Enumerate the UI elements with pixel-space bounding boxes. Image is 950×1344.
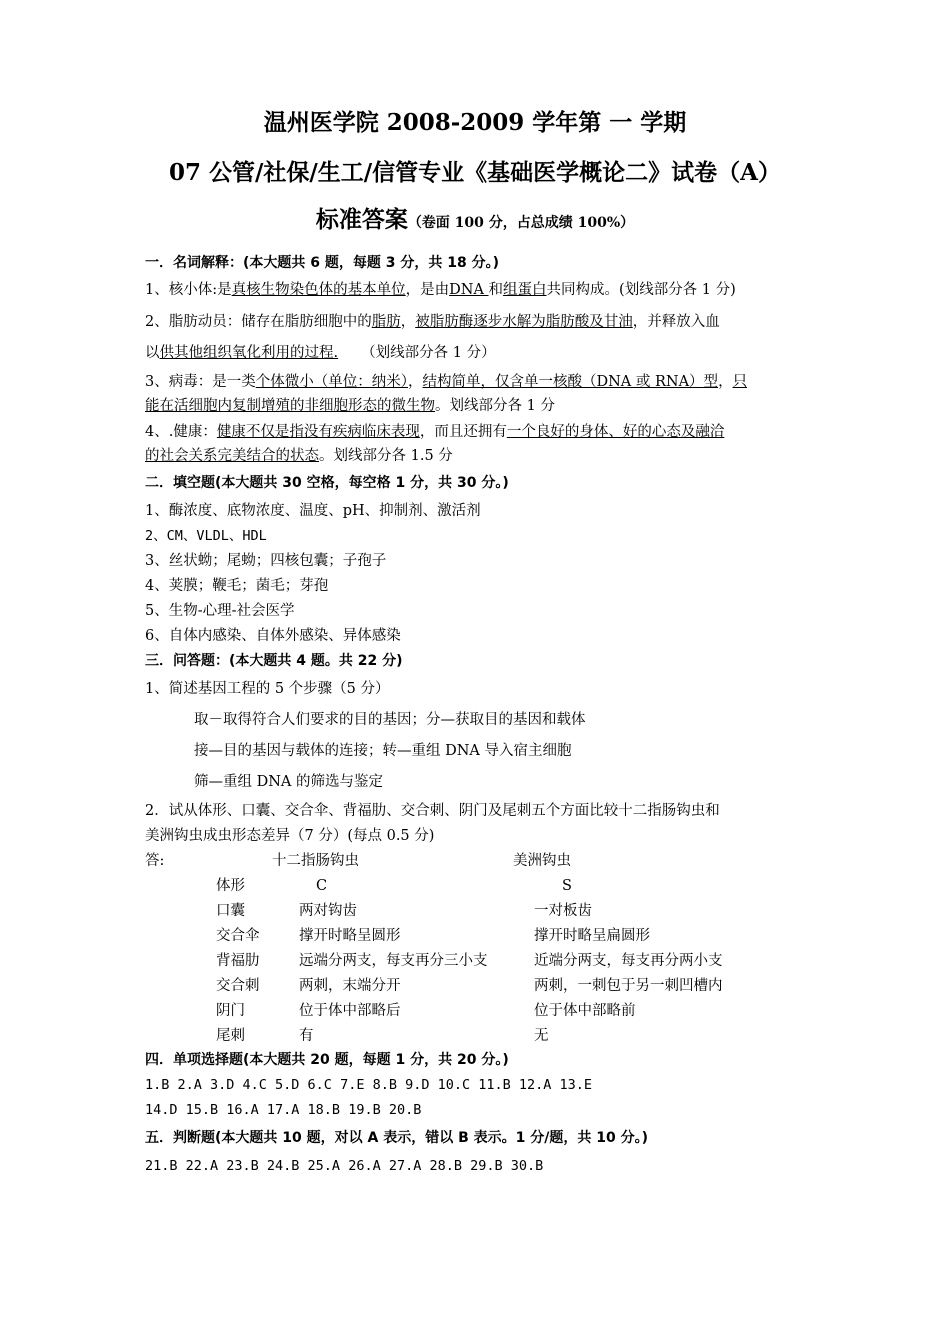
section2-heading: 二．填空题(本大题共 30 空格，每空格 1 分，共 30 分。) <box>145 475 509 491</box>
row-label: 体形 <box>216 878 245 894</box>
row-label: 背福肋 <box>216 953 260 969</box>
s1-q2-underline: 脂肪 <box>371 314 401 330</box>
s1-q2-underline: 被脂肪酶逐步水解为脂肪酸及甘油 <box>415 314 633 330</box>
s3-q1-line: 接—目的基因与载体的连接；转—重组 DNA 导入宿主细胞 <box>194 743 572 759</box>
s1-q1-underline: 组蛋白 <box>503 282 547 298</box>
s1-q2-text: ， <box>400 314 416 330</box>
s1-q2b-text: 以 <box>145 345 160 361</box>
americanus-value: 一对板齿 <box>534 903 592 919</box>
americanus-value: 位于体中部略前 <box>534 1003 636 1019</box>
s1-q4-text: 4、.健康： <box>145 424 217 440</box>
s3-q2-line1: 2．试从体形、口囊、交合伞、背福肋、交合刺、阴门及尾刺五个方面比较十二指肠钩虫和 <box>145 803 720 819</box>
s1-q4-cont <box>145 446 453 466</box>
s2-item: 1、酶浓度、底物浓度、温度、pH、抑制剂、激活剂 <box>145 503 481 519</box>
row-label: 交合刺 <box>216 978 260 994</box>
s1-q1-underline: 真核生物染色体的基本单位 <box>231 282 406 298</box>
americanus-value: 无 <box>534 1028 549 1044</box>
duodenale-value: C <box>316 878 328 894</box>
s3-q2-line2: 美洲钩虫成虫形态差异（7 分）(每点 0.5 分) <box>145 828 435 844</box>
s4-answers-line1: 1.B 2.A 3.D 4.C 5.D 6.C 7.E 8.B 9.D 10.C 11.B 12.A 13.E <box>145 1077 593 1093</box>
s1-q1-text: 1、核小体:是 <box>145 282 232 298</box>
header-line2: 07 公管/社保/生工/信管专业《基础医学概论二》试卷（A） <box>168 159 782 186</box>
duodenale-value: 远端分两支，每支再分三小支 <box>299 953 488 969</box>
s1-q4b-text: 。划线部分各 1.5 分 <box>319 448 453 464</box>
header-answer-title: 标准答案 <box>315 206 408 233</box>
s1-q1-underline: DNA <box>449 282 489 298</box>
answer-label: 答: <box>145 853 165 869</box>
s1-q2-text: 2、脂肪动员：储存在脂肪细胞中的 <box>145 314 372 330</box>
s1-q3b-text: 。划线部分各 1 分 <box>435 398 555 414</box>
s1-q2b-text: （划线部分各 1 分） <box>338 345 496 361</box>
s1-q2-cont <box>145 343 496 363</box>
s1-q3-underline: 只 <box>732 374 748 390</box>
s5-answers-line1: 21.B 22.A 23.B 24.B 25.A 26.A 27.A 28.B 29.B 30.B <box>145 1158 544 1174</box>
s1-q2b-underline: 供其他组织氧化利用的过程. <box>159 345 339 361</box>
s2-item: 6、自体内感染、自体外感染、异体感染 <box>145 628 401 644</box>
duodenale-value: 两刺，末端分开 <box>299 978 401 994</box>
s2-item: 2、CM、VLDL、HDL <box>145 528 267 544</box>
americanus-value: 两刺，一刺包于另一刺凹槽内 <box>534 978 723 994</box>
section3-heading: 三．问答题：(本大题共 4 题。共 22 分) <box>145 653 403 669</box>
col-header-duodenale: 十二指肠钩虫 <box>272 853 359 869</box>
header-line1: 温州医学院 2008-2009 学年第 一 学期 <box>263 109 687 136</box>
duodenale-value: 有 <box>299 1028 314 1044</box>
s1-q2-text: ，并释放入血 <box>632 314 720 330</box>
s3-q1: 1、简述基因工程的 5 个步骤（5 分） <box>145 681 390 697</box>
s1-q4b-underline: 的社会关系完美结合的状态 <box>145 448 319 464</box>
duodenale-value: 两对钩齿 <box>299 903 357 919</box>
s3-q1-line: 筛—重组 DNA 的筛选与鉴定 <box>194 774 384 790</box>
section1-heading: 一．名词解释：(本大题共 6 题，每题 3 分，共 18 分。) <box>145 255 500 271</box>
s3-q1-line: 取－取得符合人们要求的目的基因；分—获取目的基因和载体 <box>194 712 586 728</box>
s1-q3-text: ， <box>407 374 423 390</box>
s2-item: 4、荚膜；鞭毛；菌毛；芽孢 <box>145 578 329 594</box>
duodenale-value: 位于体中部略后 <box>299 1003 401 1019</box>
row-label: 口囊 <box>216 903 245 919</box>
s1-q3b-underline: 能在活细胞内复制增殖的非细胞形态的微生物 <box>145 398 435 414</box>
col-header-americanus: 美洲钩虫 <box>513 853 571 869</box>
s1-q4 <box>145 422 724 442</box>
s1-q3 <box>145 372 747 392</box>
s1-q1 <box>145 280 736 300</box>
americanus-value: 近端分两支，每支再分两小支 <box>534 953 723 969</box>
duodenale-value: 撑开时略呈圆形 <box>299 928 401 944</box>
s1-q1-text: 共同构成。(划线部分各 1 分) <box>546 282 736 298</box>
s1-q2 <box>145 312 720 332</box>
s1-q4-underline: 健康不仅是指没有疾病临床表现 <box>216 424 420 440</box>
section5-heading: 五．判断题(本大题共 10 题，对以 A 表示，错以 B 表示。1 分/题，共 10 分。) <box>145 1130 648 1146</box>
s1-q3-text: ， <box>718 374 733 390</box>
s1-q4-text: ，而且还拥有 <box>419 424 507 440</box>
s2-item: 3、丝状蚴；尾蚴；四核包囊；子孢子 <box>145 553 387 569</box>
americanus-value: 撑开时略呈扁圆形 <box>534 928 650 944</box>
s1-q3-text: 3、病毒：是一类 <box>145 374 256 390</box>
row-label: 尾刺 <box>216 1028 245 1044</box>
section4-heading: 四．单项选择题(本大题共 20 题，每题 1 分，共 20 分。) <box>145 1052 509 1068</box>
s1-q4-underline: 一个良好的身体、好的心态及融洽 <box>506 424 725 440</box>
s1-q3-underline: 结构简单，仅含单一核酸（DNA 或 RNA）型 <box>422 374 719 390</box>
americanus-value: S <box>562 878 572 894</box>
s2-item: 5、生物-心理-社会医学 <box>145 603 295 619</box>
row-label: 交合伞 <box>216 928 260 944</box>
s4-answers-line2: 14.D 15.B 16.A 17.A 18.B 19.B 20.B <box>145 1102 422 1118</box>
s1-q3-underline: 个体微小（单位：纳米） <box>255 374 408 390</box>
header-line3 <box>0 201 950 234</box>
s1-q1-text: ，是由 <box>405 282 450 298</box>
header-score-note: （卷面 100 分，占总成绩 100%） <box>407 215 635 231</box>
s1-q3-cont <box>145 396 555 416</box>
s1-q1-text: 和 <box>488 282 504 298</box>
row-label: 阴门 <box>216 1003 245 1019</box>
